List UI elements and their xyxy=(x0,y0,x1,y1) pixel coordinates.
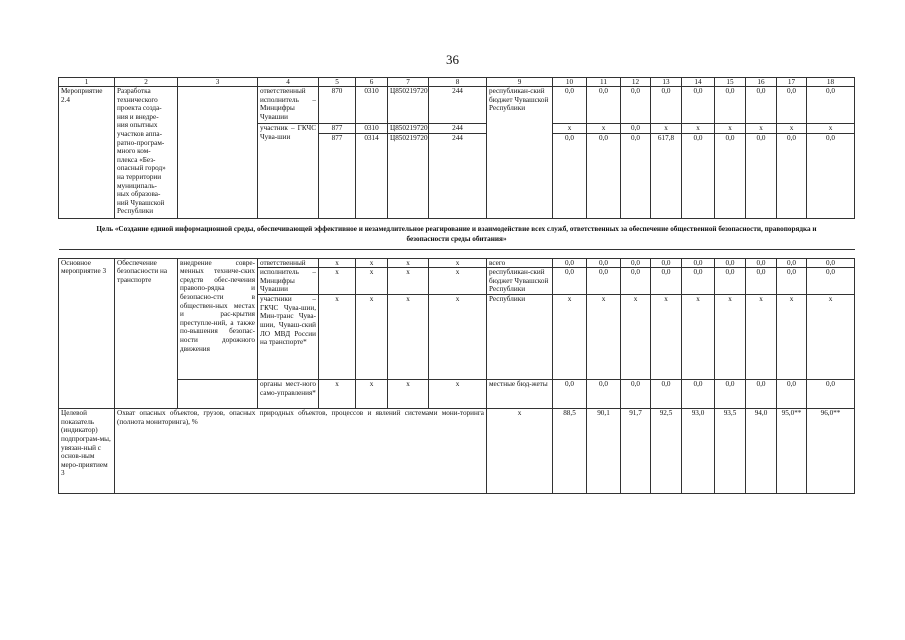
code: x xyxy=(429,295,487,380)
value: 0,0 xyxy=(682,258,715,268)
value: 0,0 xyxy=(553,87,587,124)
value: 0,0 xyxy=(621,87,651,124)
grbs: 870 xyxy=(319,87,356,124)
column-number: 5 xyxy=(319,78,356,87)
column-number: 11 xyxy=(587,78,621,87)
code: x xyxy=(356,258,388,268)
block2-goal: внедрение совре-менных техниче-ских средств обес-печения правопо-рядка и безопасно-сти в обществен-ных местах и рас-крытия преступле-ний, а также по-вышения безопас-ности дорожного движения xyxy=(178,258,258,380)
indicator-text: Охват опасных объектов, грузов, опасных природных объектов, процессов и явлений системами мони-торинга (полнота мониторинга), % xyxy=(115,409,487,494)
code: x xyxy=(356,268,388,295)
value: 0,0 xyxy=(682,380,715,409)
value: 0,0 xyxy=(746,380,777,409)
value: 0,0 xyxy=(777,133,807,218)
value: 0,0 xyxy=(715,258,746,268)
rzpr: 0310 xyxy=(356,124,388,134)
column-number: 14 xyxy=(682,78,715,87)
value: 0,0 xyxy=(587,133,621,218)
csr: Ц850219720 xyxy=(388,133,429,218)
indicator-label: Целевой показатель (индикатор) подпрограм-мы, увязан-ный с основ-ным меро-приятием 3 xyxy=(59,409,115,494)
block2-row-4 xyxy=(59,380,855,409)
value: 95,0** xyxy=(777,409,807,494)
value: x xyxy=(746,295,777,380)
column-number: 17 xyxy=(777,78,807,87)
block2-goal-empty xyxy=(178,380,258,409)
block1-goal xyxy=(178,87,258,219)
vr: 244 xyxy=(429,133,487,218)
value: 0,0 xyxy=(587,258,621,268)
grbs: 877 xyxy=(319,124,356,134)
value: 0,0 xyxy=(746,268,777,295)
column-number: 3 xyxy=(178,78,258,87)
value: 0,0 xyxy=(682,133,715,218)
code: x xyxy=(388,380,429,409)
code: x xyxy=(388,258,429,268)
csr: Ц850219720 xyxy=(388,87,429,124)
column-number: 6 xyxy=(356,78,388,87)
block2-participant: исполнитель – Минцифры Чувашии xyxy=(258,268,319,295)
value: x xyxy=(682,124,715,134)
column-number: 8 xyxy=(429,78,487,87)
block2-name: Обеспечение безопасности на транспорте xyxy=(115,258,178,409)
value: 0,0 xyxy=(553,133,587,218)
value: 0,0 xyxy=(746,133,777,218)
value: 0,0 xyxy=(553,380,587,409)
value: 91,7 xyxy=(621,409,651,494)
value: 0,0 xyxy=(807,258,855,268)
value: 0,0 xyxy=(807,87,855,124)
value: x xyxy=(553,124,587,134)
value: x xyxy=(621,295,651,380)
value: 0,0 xyxy=(715,133,746,218)
value: 0,0 xyxy=(777,380,807,409)
column-number: 13 xyxy=(651,78,682,87)
value: 0,0 xyxy=(807,133,855,218)
value: 0,0 xyxy=(715,268,746,295)
value: 93,5 xyxy=(715,409,746,494)
grbs: 877 xyxy=(319,133,356,218)
value: x xyxy=(777,124,807,134)
column-number: 1 xyxy=(59,78,115,87)
value: 0,0 xyxy=(715,380,746,409)
indicator-row xyxy=(59,409,855,494)
value: x xyxy=(553,295,587,380)
block1-name: Разработка технического проекта созда- ния и внедре- ния опытных участков аппа- ратно-програм- много ком- плекса «Без- опасный город» на территории муниципаль- ных образова- ний Чувашской Республики xyxy=(115,87,178,219)
value: 0,0 xyxy=(807,380,855,409)
value: 92,5 xyxy=(651,409,682,494)
column-number: 7 xyxy=(388,78,429,87)
vr: 244 xyxy=(429,87,487,124)
code: x xyxy=(388,295,429,380)
column-number: 18 xyxy=(807,78,855,87)
value: 0,0 xyxy=(621,268,651,295)
value: 0,0 xyxy=(807,268,855,295)
value: 0,0 xyxy=(682,268,715,295)
code: x xyxy=(429,380,487,409)
column-number: 16 xyxy=(746,78,777,87)
value: 0,0 xyxy=(777,268,807,295)
block2-event: Основное мероприятие 3 xyxy=(59,258,115,409)
value: x xyxy=(682,295,715,380)
rzpr: 0314 xyxy=(356,133,388,218)
block2-participant: ответственный xyxy=(258,258,319,268)
block1-source: республикан-ский бюджет Чувашской Республики xyxy=(487,87,553,219)
value: 90,1 xyxy=(587,409,621,494)
value: x xyxy=(807,295,855,380)
value: x xyxy=(587,124,621,134)
value: x xyxy=(715,295,746,380)
value: 93,0 xyxy=(682,409,715,494)
column-number: 10 xyxy=(553,78,587,87)
code: x xyxy=(319,380,356,409)
value: 88,5 xyxy=(553,409,587,494)
value: x xyxy=(587,295,621,380)
code: x xyxy=(319,258,356,268)
block1-row-1 xyxy=(59,87,855,124)
goal-text: Цель «Создание единой информационной среды, обеспечивающей эффективное и незамедлительное реагирование и взаимодействие всех служб, ответственных за обеспечение общественной безопасности, правопорядка и безопасности среды обитания» xyxy=(59,218,855,249)
value: 0,0 xyxy=(651,87,682,124)
value: x xyxy=(746,124,777,134)
value: 0,0 xyxy=(651,258,682,268)
source: Республики xyxy=(487,295,553,380)
value: 0,0 xyxy=(621,124,651,134)
rzpr: 0310 xyxy=(356,87,388,124)
goal-row xyxy=(59,218,855,249)
source: всего xyxy=(487,258,553,268)
value: 0,0 xyxy=(682,87,715,124)
value: 0,0 xyxy=(746,87,777,124)
code: x xyxy=(429,258,487,268)
code: x xyxy=(388,268,429,295)
code: x xyxy=(429,268,487,295)
code: x xyxy=(319,295,356,380)
value: 617,8 xyxy=(651,133,682,218)
column-number: 12 xyxy=(621,78,651,87)
block2-participant: органы мест-ного само-управления* xyxy=(258,380,319,409)
block1-participant: ответственный исполнитель – Минцифры Чувашии xyxy=(258,87,319,124)
value: 0,0 xyxy=(553,268,587,295)
value: 0,0 xyxy=(621,380,651,409)
value: 0,0 xyxy=(553,258,587,268)
page-number: 36 xyxy=(446,52,459,67)
csr: Ц850219720 xyxy=(388,124,429,134)
value: 0,0 xyxy=(746,258,777,268)
code: x xyxy=(356,295,388,380)
value: 0,0 xyxy=(587,87,621,124)
block2-row-1 xyxy=(59,258,855,268)
value: x xyxy=(651,124,682,134)
column-number: 15 xyxy=(715,78,746,87)
value: x xyxy=(715,124,746,134)
source: республикан-ский бюджет Чувашской Республики xyxy=(487,268,553,295)
value: x xyxy=(807,124,855,134)
column-number: 2 xyxy=(115,78,178,87)
value: 0,0 xyxy=(715,87,746,124)
value: 0,0 xyxy=(587,380,621,409)
value: 94,0 xyxy=(746,409,777,494)
column-number: 4 xyxy=(258,78,319,87)
code: x xyxy=(356,380,388,409)
value: 0,0 xyxy=(651,380,682,409)
value: x xyxy=(777,295,807,380)
value: 0,0 xyxy=(651,268,682,295)
header-row xyxy=(59,78,855,87)
value: 0,0 xyxy=(777,258,807,268)
value: 0,0 xyxy=(621,133,651,218)
block1-event: Мероприятие 2.4 xyxy=(59,87,115,219)
value: x xyxy=(651,295,682,380)
code: x xyxy=(319,268,356,295)
indicator-x: x xyxy=(487,409,553,494)
block1-participant: участник – ГКЧС Чува-шии xyxy=(258,124,319,219)
value: 96,0** xyxy=(807,409,855,494)
vr: 244 xyxy=(429,124,487,134)
value: 0,0 xyxy=(621,258,651,268)
block2-participant: участники – ГКЧС Чува-шии, Мин-транс Чува-шии, Чуваш-ский ЛО МВД России на транспорте* xyxy=(258,295,319,380)
value: 0,0 xyxy=(777,87,807,124)
column-number: 9 xyxy=(487,78,553,87)
program-table xyxy=(58,77,855,494)
source: местные бюд-жеты xyxy=(487,380,553,409)
spacer-row xyxy=(59,249,855,258)
value: 0,0 xyxy=(587,268,621,295)
